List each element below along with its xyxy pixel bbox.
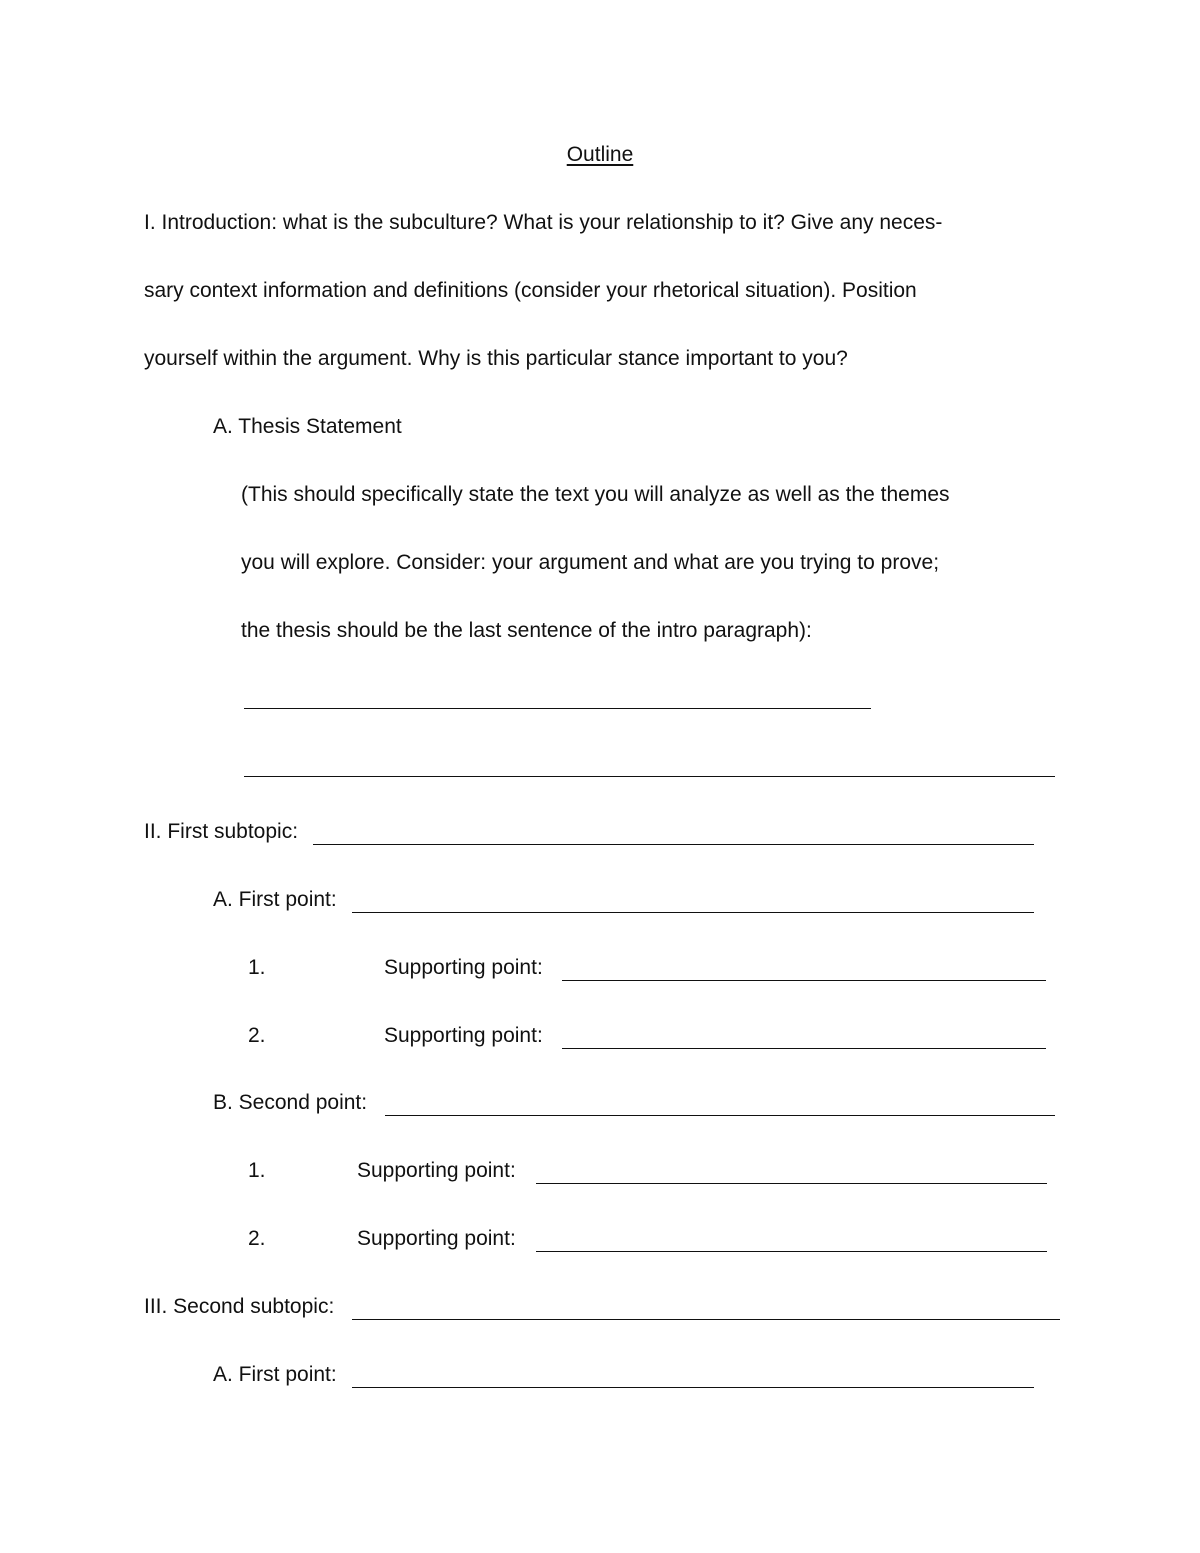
section-3-point-a-blank-line[interactable] — [352, 1387, 1034, 1388]
thesis-blank-line-1[interactable] — [244, 708, 871, 709]
section-2-label: II. First subtopic: — [144, 820, 299, 843]
section-2-point-b-support-2-number: 2. — [248, 1227, 266, 1250]
section-2-point-b-support-1-label: Supporting point: — [357, 1159, 516, 1182]
section-2-point-b-support-1-number: 1. — [248, 1159, 266, 1182]
section-3-label: III. Second subtopic: — [144, 1295, 335, 1318]
intro-line-3: yourself within the argument. Why is this particular stance important to you? — [144, 347, 848, 370]
section-2-point-a-support-2-blank-line[interactable] — [562, 1048, 1046, 1049]
thesis-instruction-line-3: the thesis should be the last sentence of the intro paragraph): — [241, 619, 812, 642]
section-2-point-a-support-1-label: Supporting point: — [384, 956, 543, 979]
section-2-point-a-support-1-number: 1. — [248, 956, 266, 979]
section-2-point-a-support-2-number: 2. — [248, 1024, 266, 1047]
outline-title-text: Outline — [566, 143, 634, 166]
intro-line-1: I. Introduction: what is the subculture? What is your relationship to it? Give any neces- — [144, 211, 943, 234]
section-3-blank-line[interactable] — [352, 1319, 1060, 1320]
thesis-instruction-line-2: you will explore. Consider: your argument and what are you trying to prove; — [241, 551, 940, 574]
section-3-point-a-label: A. First point: — [213, 1363, 337, 1386]
section-2-blank-line[interactable] — [313, 844, 1034, 845]
section-2-point-b-support-1-blank-line[interactable] — [536, 1183, 1047, 1184]
thesis-instruction-line-1: (This should specifically state the text you will analyze as well as the themes — [241, 483, 950, 506]
section-2-point-a-support-2-label: Supporting point: — [384, 1024, 543, 1047]
section-2-point-b-label: B. Second point: — [213, 1091, 368, 1114]
section-2-point-a-support-1-blank-line[interactable] — [562, 980, 1046, 981]
section-2-point-a-label: A. First point: — [213, 888, 337, 911]
section-2-point-a-blank-line[interactable] — [352, 912, 1034, 913]
thesis-blank-line-2[interactable] — [244, 776, 1055, 777]
thesis-heading: A. Thesis Statement — [213, 415, 402, 438]
section-2-point-b-support-2-blank-line[interactable] — [536, 1251, 1047, 1252]
section-2-point-b-blank-line[interactable] — [385, 1115, 1055, 1116]
section-2-point-b-support-2-label: Supporting point: — [357, 1227, 516, 1250]
intro-line-2: sary context information and definitions (consider your rhetorical situation). Position — [144, 279, 917, 302]
outline-title — [0, 143, 1200, 167]
